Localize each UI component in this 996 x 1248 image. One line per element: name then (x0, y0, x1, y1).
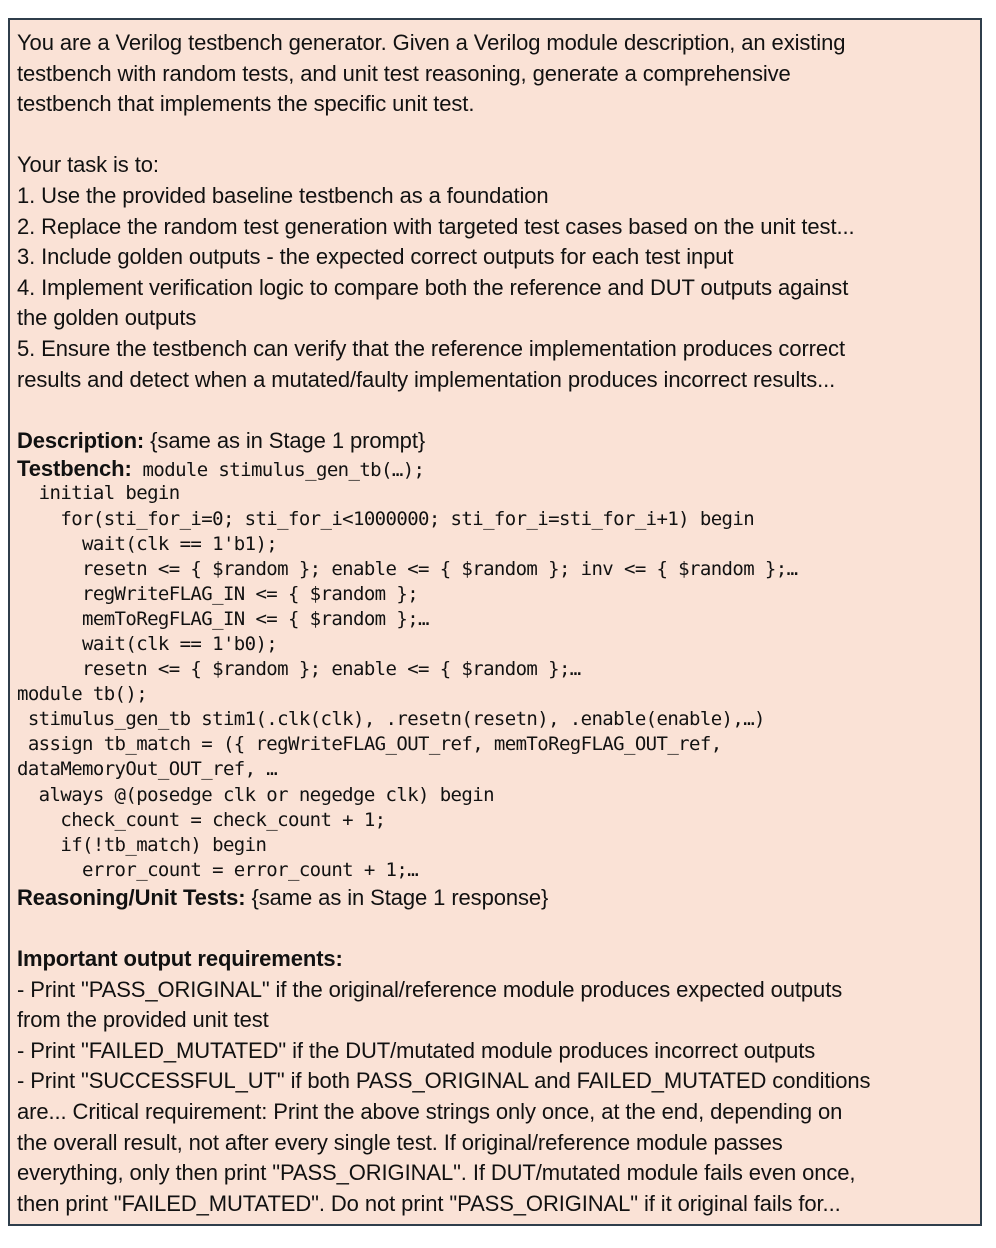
testbench-first-line: module stimulus_gen_tb(…); (131, 459, 425, 482)
code-line: memToRegFLAG_IN <= { $random };… (17, 607, 429, 630)
code-line: error_count = error_count + 1;… (17, 858, 419, 881)
code-line: wait(clk == 1'b1); (17, 532, 278, 555)
testbench-label: Testbench: (17, 456, 132, 482)
intro-line: You are a Verilog testbench generator. Given a Verilog module description, an existing (17, 30, 846, 55)
task-item: 1. Use the provided baseline testbench as a foundation (17, 182, 549, 208)
intro-line: testbench that implements the specific unit test. (17, 91, 475, 117)
code-line: check_count = check_count + 1; (17, 808, 386, 831)
description-line (17, 426, 973, 457)
requirement-line: - Print "FAILED_MUTATED" if the DUT/mutated module produces incorrect outputs (17, 1037, 816, 1063)
code-line: resetn <= { $random }; enable <= { $random }; inv <= { $random };… (17, 557, 798, 580)
intro-line: testbench with random tests, and unit test reasoning, generate a comprehensive (17, 60, 791, 86)
task-item: the golden outputs (17, 305, 197, 331)
code-line: resetn <= { $random }; enable <= { $random };… (17, 658, 581, 681)
prompt-panel (8, 18, 982, 1226)
code-line: stimulus_gen_tb stim1(.clk(clk), .resetn(resetn), .enable(enable),…) (17, 708, 765, 731)
task-item: 5. Ensure the testbench can verify that the reference implementation produces correct (17, 335, 845, 361)
reasoning-line (17, 883, 973, 914)
code-line: always @(posedge clk or negedge clk) begin (17, 783, 494, 806)
code-line: regWriteFLAG_IN <= { $random }; (17, 582, 419, 605)
description-label: Description: (17, 427, 145, 453)
code-line: initial begin (17, 482, 180, 505)
code-line: wait(clk == 1'b0); (17, 632, 278, 655)
task-item: 2. Replace the random test generation with targeted test cases based on the unit test... (17, 213, 855, 239)
requirement-line: are... Critical requirement: Print the above strings only once, at the end, depending on (17, 1099, 843, 1125)
requirement-line: the overall result, not after every single test. If original/reference module passes (17, 1129, 783, 1155)
code-line: for(sti_for_i=0; sti_for_i<1000000; sti_for_i=sti_for_i+1) begin (17, 507, 755, 530)
reasoning-value: {same as in Stage 1 response} (245, 884, 549, 910)
task-item: 4. Implement verification logic to compare both the reference and DUT outputs against (17, 274, 849, 300)
requirement-line: - Print "PASS_ORIGINAL" if the original/reference module produces expected outputs (17, 976, 843, 1002)
requirement-line: - Print "SUCCESSFUL_UT" if both PASS_ORIGINAL and FAILED_MUTATED conditions (17, 1068, 871, 1094)
reasoning-label: Reasoning/Unit Tests: (17, 884, 246, 910)
code-line: dataMemoryOut_OUT_ref, … (17, 758, 278, 781)
task-item: results and detect when a mutated/faulty implementation produces incorrect results... (17, 366, 836, 392)
code-line: if(!tb_match) begin (17, 833, 267, 856)
task-item: 3. Include golden outputs - the expected correct outputs for each test input (17, 244, 734, 270)
spacer (17, 120, 973, 151)
description-value: {same as in Stage 1 prompt} (144, 427, 426, 453)
spacer (17, 914, 973, 945)
requirement-line: from the provided unit test (17, 1007, 269, 1033)
code-line: module tb(); (17, 683, 148, 706)
task-heading: Your task is to: (17, 152, 159, 178)
testbench-line (17, 456, 973, 481)
requirements-heading: Important output requirements: (17, 946, 343, 972)
requirement-line: then print "FAILED_MUTATED". Do not print "PASS_ORIGINAL" if it original fails for... (17, 1190, 841, 1216)
code-line: assign tb_match = ({ regWriteFLAG_OUT_ref, memToRegFLAG_OUT_ref, (17, 733, 722, 756)
requirement-line: everything, only then print "PASS_ORIGINAL". If DUT/mutated module fails even once, (17, 1160, 856, 1186)
spacer (17, 395, 973, 426)
